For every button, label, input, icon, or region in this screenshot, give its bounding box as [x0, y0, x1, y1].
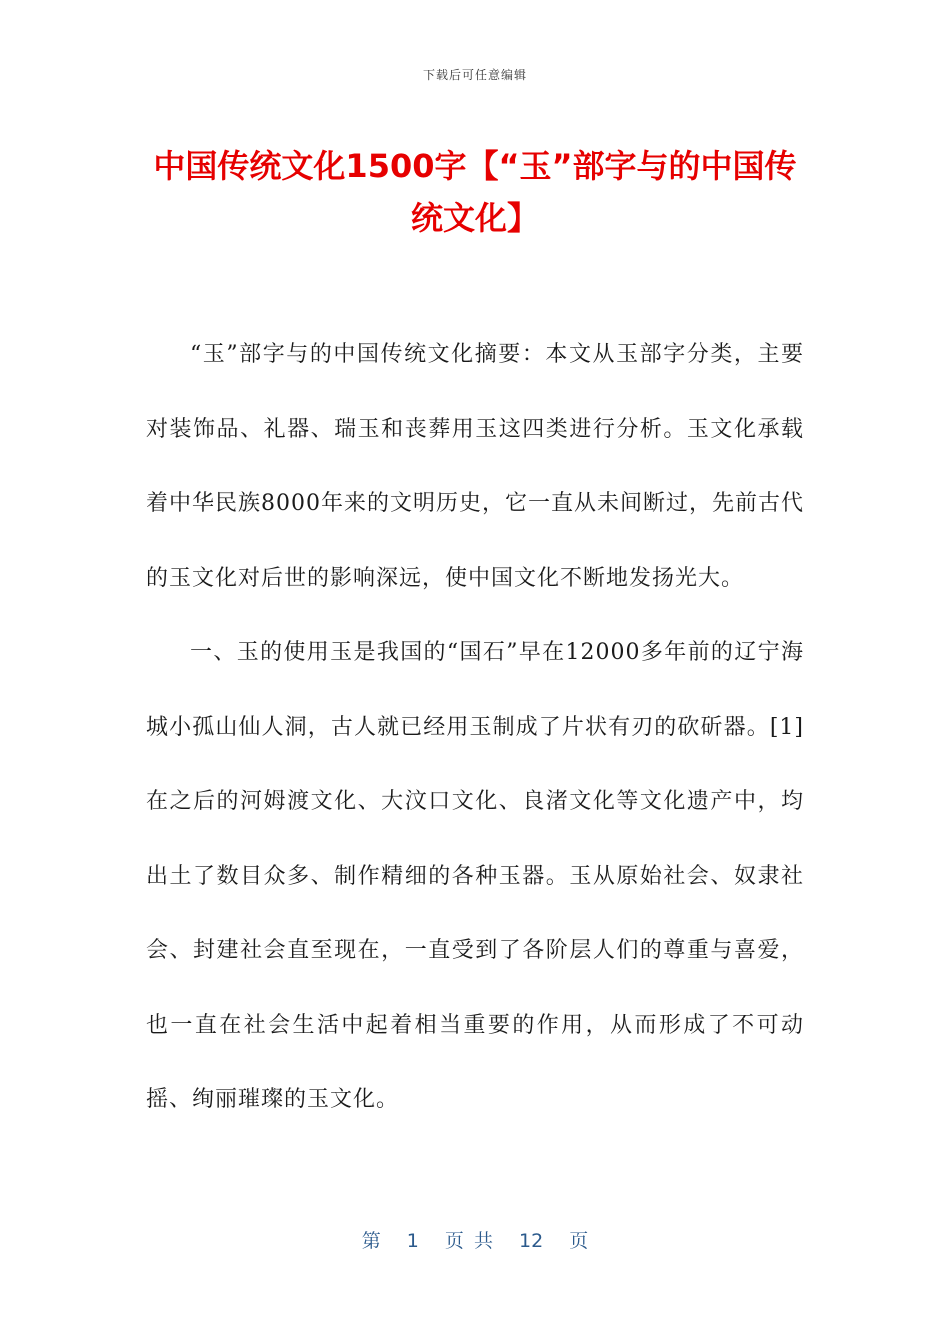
footer-total-pages: 12 [519, 1230, 544, 1252]
footer-label-page: 第 [361, 1230, 381, 1252]
paragraph-abstract: “玉”部字与的中国传统文化摘要：本文从玉部字分类，主要对装饰品、礼器、瑞玉和丧葬用玉这四类进行分析。玉文化承载着中华民族8000年来的文明历史，它一直从未间断过，先前古代的玉文化对后世的影响深远，使中国文化不断地发扬光大。 [146, 342, 804, 591]
footer-label-total: 页 共 [444, 1230, 493, 1252]
document-body [146, 318, 804, 1138]
page-footer [0, 1226, 950, 1253]
footer-current-page: 1 [406, 1230, 419, 1252]
paragraph-section-one: 一、玉的使用玉是我国的“国石”早在12000多年前的辽宁海城小孤山仙人洞，古人就已经用玉制成了片状有刃的砍斫器。[1]在之后的河姆渡文化、大汶口文化、良渚文化等文化遗产中，均出土了数目众多、制作精细的各种玉器。玉从原始社会、奴隶社会、封建社会直至现在，一直受到了各阶层人们的尊重与喜爱，也一直在社会生活中起着相当重要的作用，从而形成了不可动摇、绚丽璀璨的玉文化。 [146, 640, 804, 1112]
footer-label-end: 页 [569, 1230, 589, 1252]
document-title: 中国传统文化1500字【“玉”部字与的中国传统文化】 [153, 147, 797, 237]
page-header-note: 下载后可任意编辑 [422, 68, 527, 82]
